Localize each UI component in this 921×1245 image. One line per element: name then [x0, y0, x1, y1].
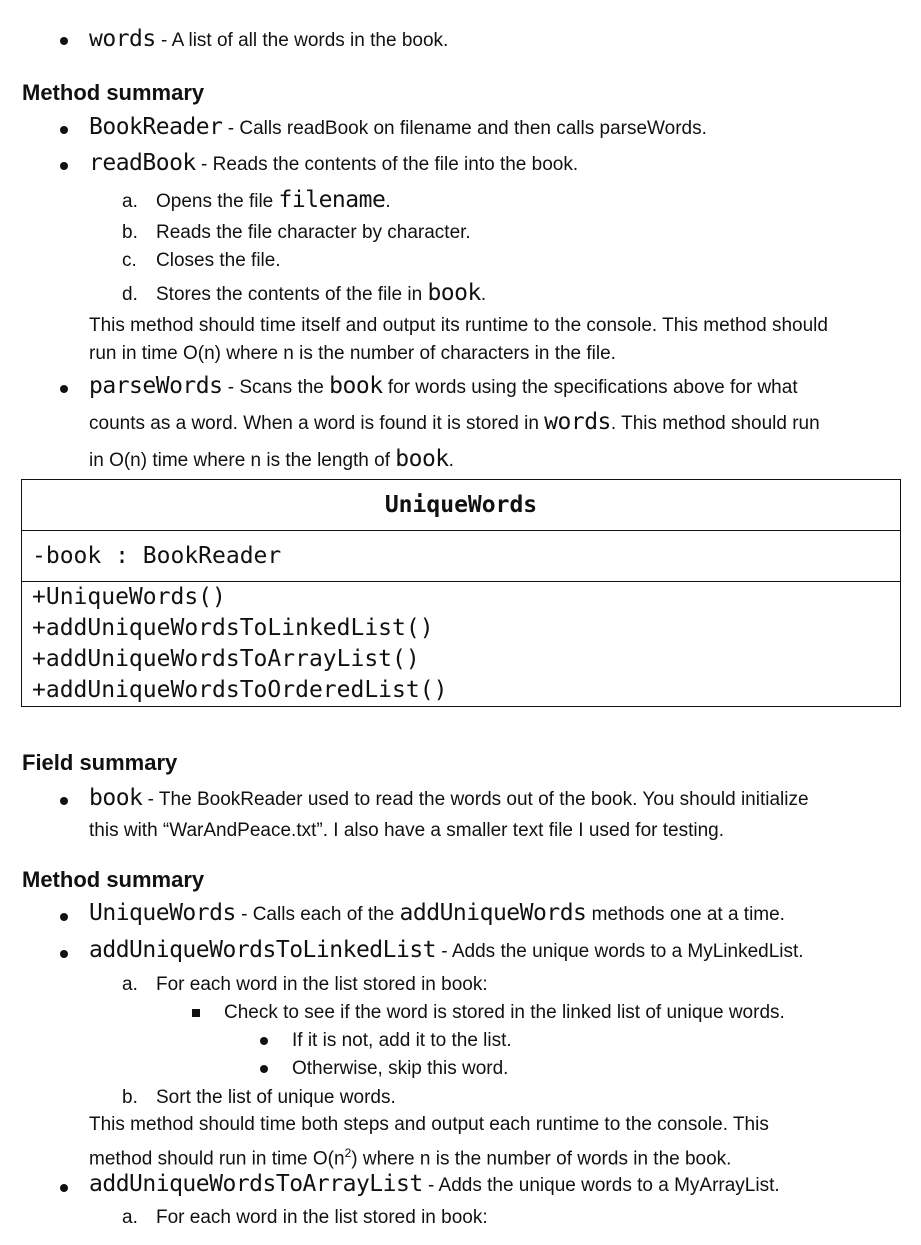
step-text-post: .: [385, 191, 391, 212]
uml-class-name: UniqueWords: [22, 480, 901, 531]
words-code: words: [89, 26, 156, 52]
readbook-note-line2: run in time O(n) where n is the number of characters in the file.: [89, 343, 616, 364]
words-code: words: [544, 409, 611, 435]
book-code: book: [329, 373, 383, 399]
parsewords-line1: [89, 373, 798, 399]
readbook-description: - Reads the contents of the file into the book.: [195, 154, 579, 175]
sub-step-text: Check to see if the word is stored in the linked list of unique words.: [224, 1002, 785, 1023]
uniquewords-method-item: [89, 900, 785, 926]
method-summary-heading: Method summary: [22, 867, 205, 892]
step-text: Closes the file.: [156, 250, 281, 271]
step-letter: a.: [122, 1207, 138, 1228]
book-code: book: [427, 280, 481, 306]
step-text: Reads the file character by character.: [156, 222, 471, 243]
uml-methods: [22, 582, 901, 707]
step-letter: b.: [122, 222, 138, 243]
filename-code: filename: [278, 187, 386, 213]
book-code: book: [395, 446, 449, 472]
parsewords-text: for words using the specifications above for what: [382, 377, 798, 398]
linkedlist-code: addUniqueWordsToLinkedList: [89, 937, 437, 963]
parsewords-text: . This method should run: [610, 413, 820, 434]
uml-method: +UniqueWords(): [32, 584, 226, 610]
readbook-method-item: [89, 150, 578, 176]
bookreader-method-item: [89, 114, 707, 140]
uniquewords-code: UniqueWords: [89, 900, 236, 926]
linked-note-text: ) where n is the number of words in the book.: [351, 1148, 732, 1170]
field-summary-heading: Field summary: [22, 750, 178, 775]
linked-note-text: method should run in time O(n: [89, 1148, 345, 1170]
parsewords-text: counts as a word. When a word is found it is stored in: [89, 413, 545, 434]
step-letter: c.: [122, 250, 137, 271]
bullet-icon: [60, 1184, 68, 1192]
parsewords-line2: [89, 409, 820, 435]
bookreader-description: - Calls readBook on filename and then calls parseWords.: [222, 118, 707, 139]
bullet-icon: [260, 1065, 268, 1073]
exponent: 2: [344, 1146, 352, 1160]
uml-method: +addUniqueWordsToOrderedList(): [32, 677, 448, 703]
book-code: book: [89, 785, 143, 811]
parsewords-code: parseWords: [89, 373, 223, 399]
uml-field: -book : BookReader: [22, 531, 901, 582]
bookreader-code: BookReader: [89, 114, 223, 140]
step-text: Sort the list of unique words.: [156, 1087, 396, 1108]
linkedlist-method-item: [89, 937, 804, 963]
book-field-line2: this with “WarAndPeace.txt”. I also have a smaller text file I used for testing.: [89, 820, 725, 841]
bullet-icon: [260, 1037, 268, 1045]
arraylist-code: addUniqueWordsToArrayList: [89, 1171, 423, 1197]
step-letter: a.: [122, 191, 138, 212]
parsewords-text: - Scans the: [222, 377, 330, 398]
bullet-icon: [60, 37, 68, 45]
method-summary-heading: Method summary: [22, 80, 205, 105]
linked-note-line2: [89, 1139, 731, 1173]
uniquewords-text: - Calls each of the: [235, 904, 400, 925]
sub-sub-step-text: Otherwise, skip this word.: [292, 1058, 509, 1079]
step-letter: a.: [122, 974, 138, 995]
parsewords-text: in O(n) time where n is the length of: [89, 450, 396, 471]
bullet-icon: [60, 385, 68, 393]
step-text: For each word in the list stored in book:: [156, 974, 488, 995]
readbook-note-line1: This method should time itself and output its runtime to the console. This method should: [89, 315, 828, 336]
uniquewords-text: methods one at a time.: [586, 904, 785, 925]
step-text-post: .: [480, 284, 487, 305]
bullet-icon: [60, 913, 68, 921]
bullet-icon: [60, 797, 68, 805]
book-field-item: [89, 785, 809, 811]
uml-method: +addUniqueWordsToLinkedList(): [32, 615, 434, 641]
readbook-code: readBook: [89, 150, 196, 176]
parsewords-text: .: [448, 450, 454, 471]
bullet-icon: [60, 162, 68, 170]
words-description: - A list of all the words in the book.: [155, 30, 449, 51]
bullet-icon: [60, 950, 68, 958]
sub-sub-step-text: If it is not, add it to the list.: [292, 1030, 512, 1051]
book-field-description: - The BookReader used to read the words out of the book. You should initialize: [142, 789, 809, 810]
step-text: For each word in the list stored in book:: [156, 1207, 488, 1228]
bullet-icon: [60, 126, 68, 134]
arraylist-method-item: [89, 1171, 780, 1197]
step-letter: b.: [122, 1087, 138, 1108]
words-field-item: [89, 26, 448, 52]
uml-method: +addUniqueWordsToArrayList(): [32, 646, 420, 672]
square-bullet-icon: [192, 1009, 200, 1017]
linkedlist-description: - Adds the unique words to a MyLinkedList.: [436, 941, 804, 962]
step-text: [156, 280, 486, 306]
step-text-pre: Opens the file: [156, 191, 279, 212]
parsewords-line3: [89, 446, 454, 472]
uml-class-diagram: [21, 479, 901, 707]
linked-note-line1: This method should time both steps and output each runtime to the console. This: [89, 1114, 769, 1135]
step-text-pre: Stores the contents of the file in: [156, 284, 428, 305]
step-text: [156, 187, 391, 213]
step-letter: d.: [122, 284, 138, 305]
arraylist-description: - Adds the unique words to a MyArrayList.: [422, 1175, 780, 1196]
adduniquewords-code: addUniqueWords: [399, 900, 587, 926]
